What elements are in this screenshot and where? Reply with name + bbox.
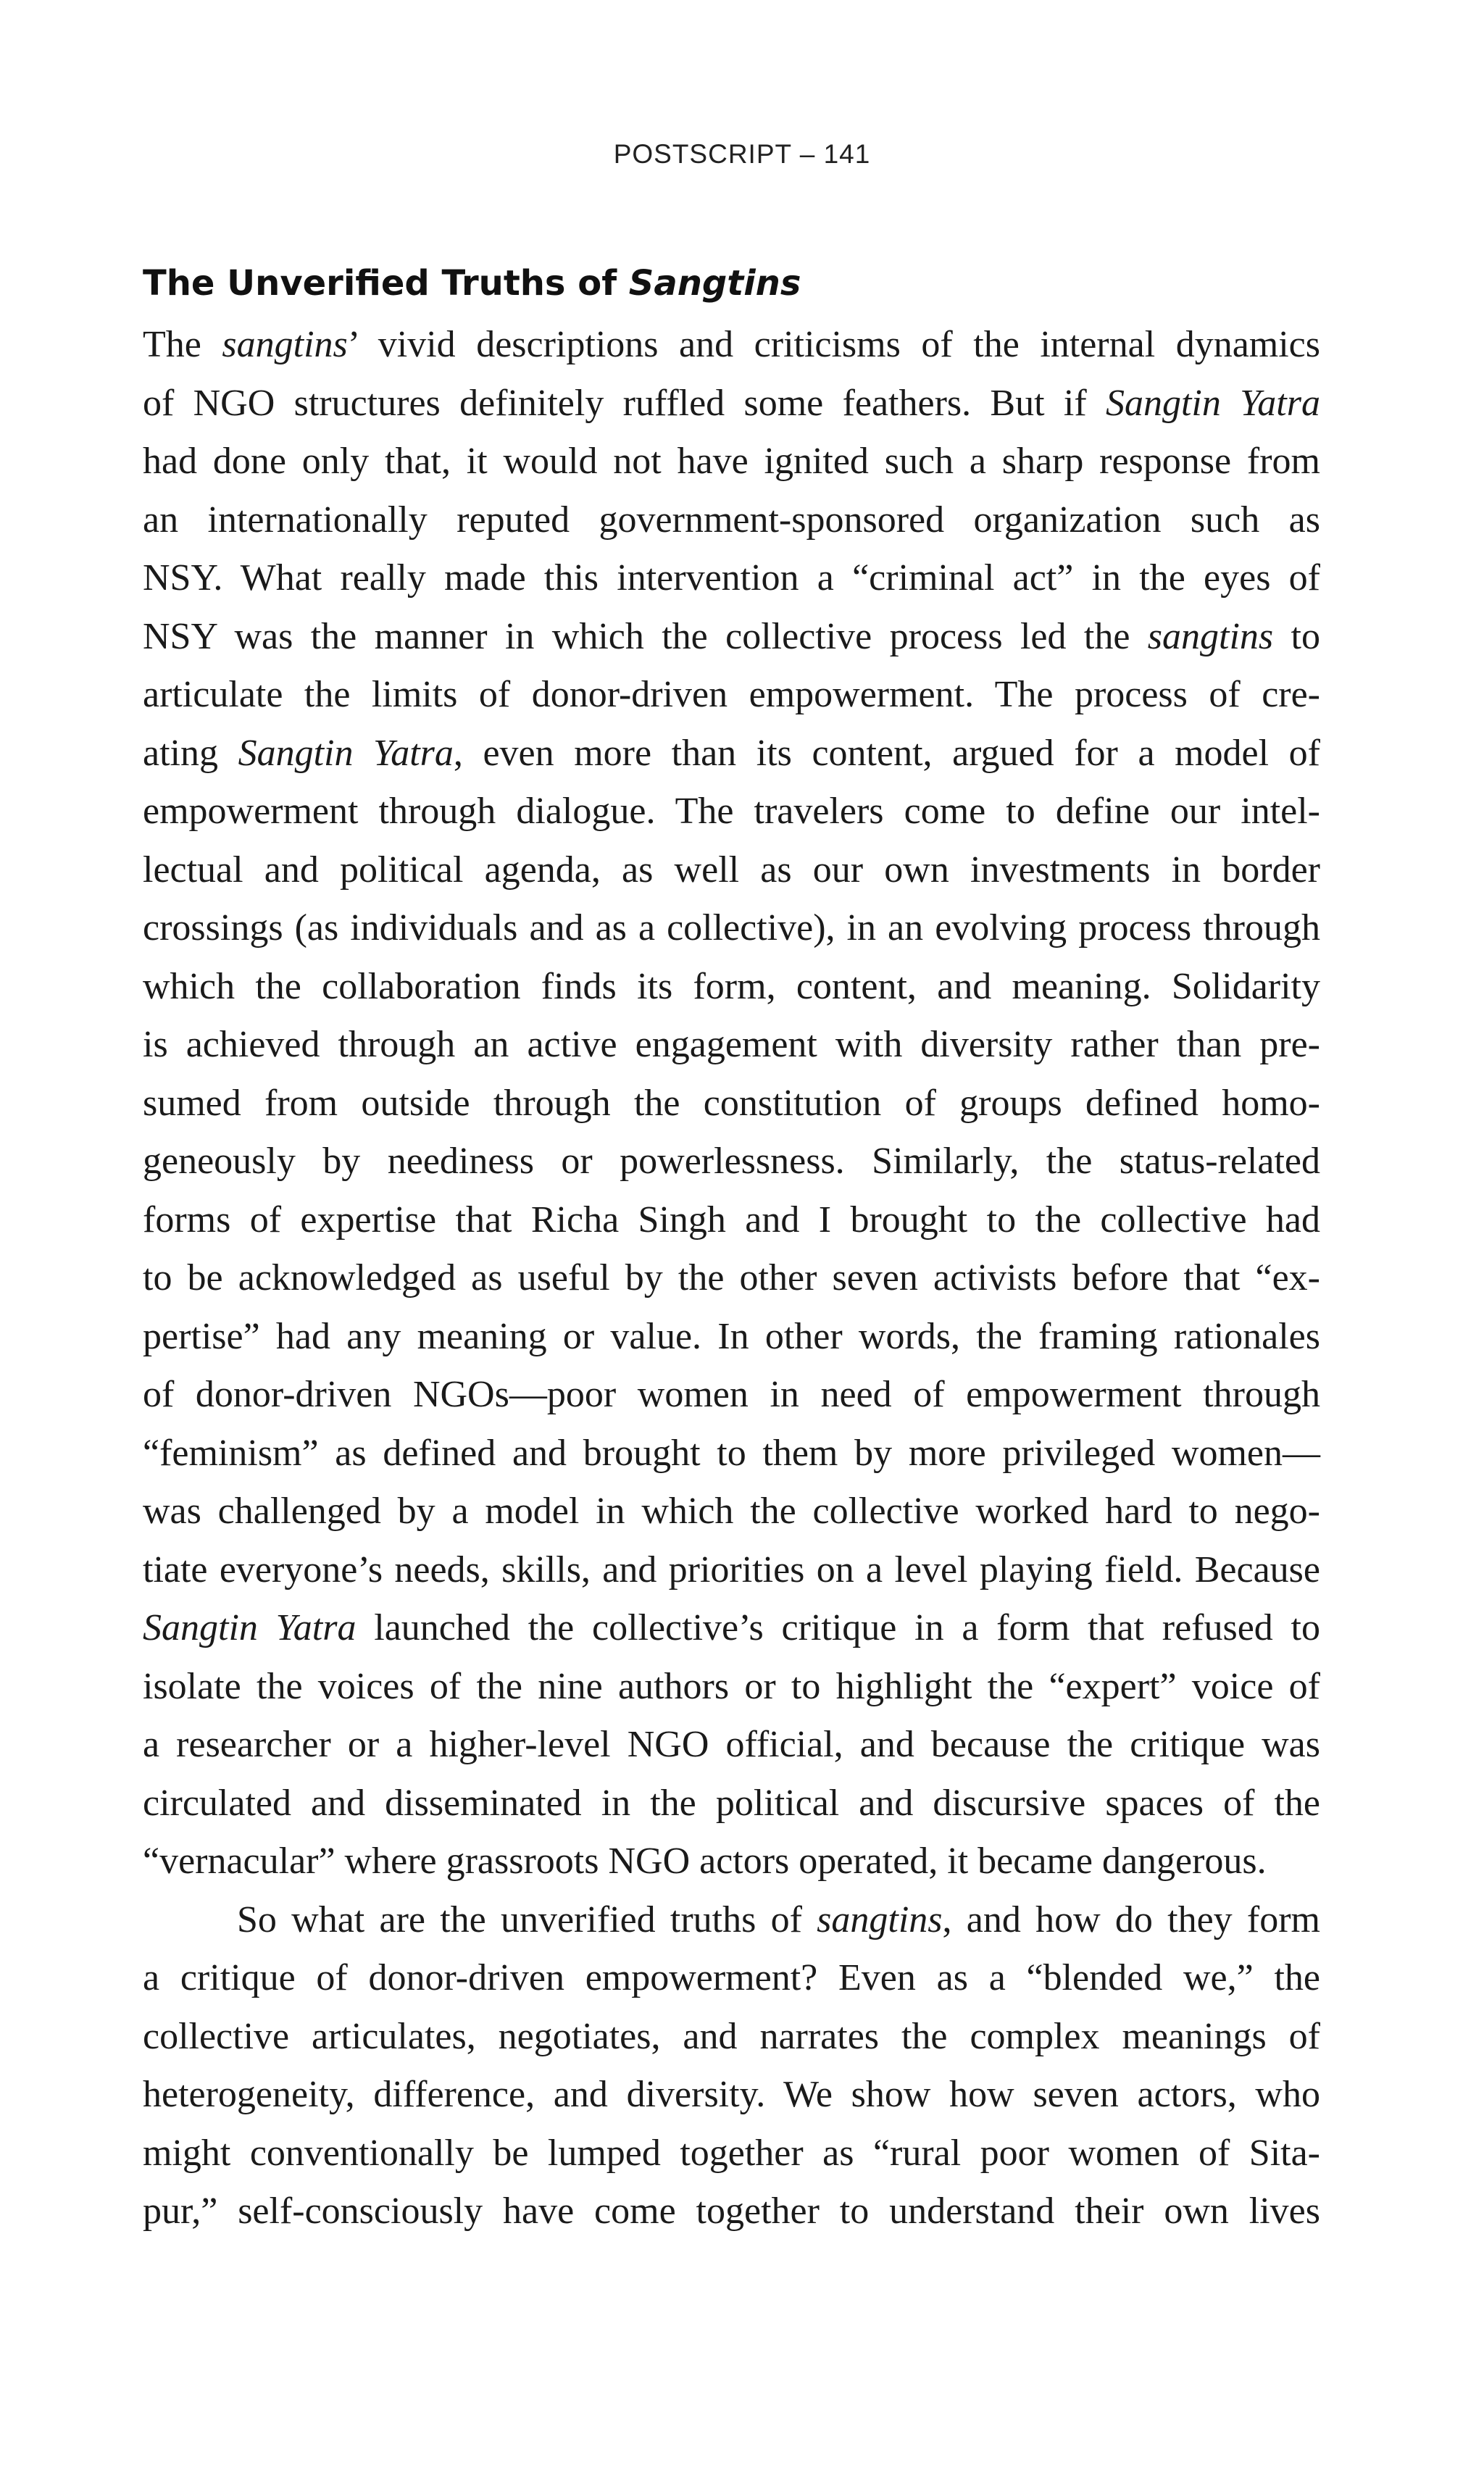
text-run: “vernacular” where grassroots NGO actors operated, it became dangerous. bbox=[143, 1840, 1267, 1882]
section-heading bbox=[143, 257, 1338, 309]
text-run: NSY was the manner in which the collective process led the bbox=[143, 615, 1148, 657]
text-line bbox=[143, 2008, 1320, 2067]
text-line bbox=[143, 958, 1320, 1017]
text-run: which the collaboration finds its form, content, and meaning. Solidarity bbox=[143, 965, 1320, 1007]
text-line bbox=[143, 1133, 1320, 1191]
text-run: collective articulates, negotiates, and narrates the complex meanings of bbox=[143, 2015, 1320, 2057]
text-run: tiate everyone’s needs, skills, and priorities on a level playing field. Because bbox=[143, 1548, 1320, 1590]
text-run: geneously by neediness or powerlessness. Similarly, the status-related bbox=[143, 1141, 1320, 1182]
text-line bbox=[143, 1191, 1320, 1250]
text-line bbox=[143, 2125, 1320, 2183]
text-line bbox=[143, 549, 1320, 608]
italic-text: Sangtin Yatra bbox=[238, 732, 454, 774]
text-line bbox=[143, 783, 1320, 841]
text-line bbox=[143, 1833, 1320, 1891]
italic-text: sangtins bbox=[1147, 615, 1274, 657]
italic-text: sangtins bbox=[222, 324, 348, 365]
text-line bbox=[143, 1308, 1320, 1367]
text-line bbox=[143, 1599, 1320, 1658]
text-run: pur,” self-consciously have come together to understand their own lives bbox=[143, 2190, 1320, 2232]
text-run: articulate the limits of donor-driven empowerment. The process of cre- bbox=[143, 674, 1320, 715]
text-run: was challenged by a model in which the collective worked hard to nego- bbox=[143, 1491, 1320, 1532]
text-run: isolate the voices of the nine authors or to highlight the “expert” voice of bbox=[143, 1665, 1320, 1707]
text-run: sumed from outside through the constitution of groups defined homo- bbox=[143, 1082, 1320, 1124]
text-line bbox=[143, 608, 1320, 667]
italic-text: sangtins bbox=[817, 1898, 943, 1940]
text-run: a researcher or a higher-level NGO official, and because the critique was bbox=[143, 1724, 1320, 1765]
text-line bbox=[143, 666, 1320, 725]
text-line bbox=[143, 1541, 1320, 1600]
text-run: a critique of donor-driven empowerment? Even as a “blended we,” the bbox=[143, 1957, 1320, 1998]
text-run: of NGO structures definitely ruffled some feathers. But if bbox=[143, 382, 1106, 424]
text-line bbox=[143, 1891, 1320, 1950]
text-line bbox=[143, 1658, 1320, 1717]
text-run: ating bbox=[143, 732, 238, 774]
text-run: , even more than its content, argued for a model of bbox=[453, 732, 1320, 774]
text-line bbox=[143, 1075, 1320, 1133]
italic-text: Sangtin Yatra bbox=[143, 1607, 357, 1648]
text-line bbox=[143, 841, 1320, 900]
text-line bbox=[143, 899, 1320, 958]
text-run: “feminism” as defined and brought to them by more privileged women— bbox=[143, 1432, 1320, 1474]
text-run: , and how do they form bbox=[942, 1898, 1320, 1940]
text-line bbox=[143, 1016, 1320, 1075]
text-run: is achieved through an active engagement with diversity rather than pre- bbox=[143, 1024, 1320, 1065]
text-line bbox=[143, 433, 1320, 491]
section-heading-text: The Unverified Truths of bbox=[143, 263, 629, 304]
text-line bbox=[143, 1425, 1320, 1483]
text-line bbox=[143, 1716, 1320, 1775]
text-line bbox=[143, 2182, 1320, 2241]
italic-text: Sangtin Yatra bbox=[1105, 382, 1320, 424]
text-line bbox=[143, 1366, 1320, 1425]
text-line bbox=[143, 375, 1320, 433]
text-run: launched the collective’s critique in a form that refused to bbox=[356, 1607, 1320, 1648]
text-run: an internationally reputed government-sponsored organization such as bbox=[143, 499, 1320, 541]
text-line bbox=[143, 1775, 1320, 1833]
text-run: circulated and disseminated in the political and discursive spaces of the bbox=[143, 1782, 1320, 1824]
text-line bbox=[143, 2066, 1320, 2125]
text-line bbox=[143, 1949, 1320, 2008]
text-line bbox=[143, 491, 1320, 550]
text-run: pertise” had any meaning or value. In other words, the framing rationales bbox=[143, 1315, 1320, 1357]
text-line bbox=[143, 1483, 1320, 1541]
text-line bbox=[143, 1249, 1320, 1308]
section-heading-italic: Sangtins bbox=[628, 263, 801, 304]
body-text bbox=[143, 316, 1320, 2241]
text-run: NSY. What really made this intervention a “criminal act” in the eyes of bbox=[143, 557, 1320, 599]
text-run: crossings (as individuals and as a collective), in an evolving process through bbox=[143, 907, 1320, 949]
text-run: of donor-driven NGOs—poor women in need of empowerment through bbox=[143, 1374, 1320, 1415]
text-run: The bbox=[143, 324, 222, 365]
text-run: empowerment through dialogue. The travelers come to define our intel- bbox=[143, 791, 1320, 832]
text-run: So what are the unverified truths of bbox=[237, 1898, 817, 1940]
text-line bbox=[143, 725, 1320, 783]
text-run: had done only that, it would not have ignited such a sharp response from bbox=[143, 441, 1320, 482]
text-run: heterogeneity, difference, and diversity. We show how seven actors, who bbox=[143, 2074, 1320, 2115]
text-line bbox=[143, 316, 1320, 375]
text-run: might conventionally be lumped together as “rural poor women of Sita- bbox=[143, 2132, 1320, 2174]
text-run: to bbox=[1273, 615, 1320, 657]
text-run: forms of expertise that Richa Singh and I brought to the collective had bbox=[143, 1198, 1320, 1241]
text-run: ’ vivid descriptions and criticisms of the internal dynamics bbox=[347, 324, 1320, 365]
running-head: POSTSCRIPT – 141 bbox=[613, 139, 871, 169]
text-run: to be acknowledged as useful by the other seven activists before that “ex- bbox=[143, 1257, 1320, 1298]
text-run: lectual and political agenda, as well as our own investments in border bbox=[143, 849, 1320, 891]
